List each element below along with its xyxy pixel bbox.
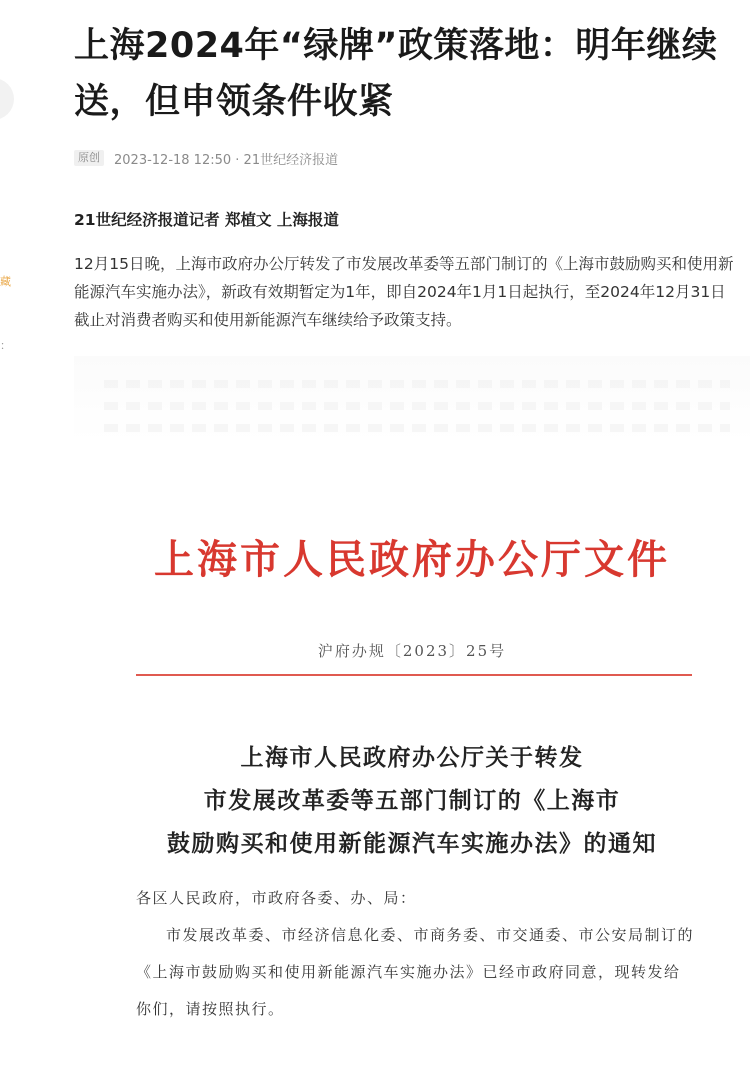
article-paragraph: 12月15日晚，上海市政府办公厅转发了市发展改革委等五部门制订的《上海市鼓励购买和使用新能源汽车实施办法》，新政有效期暂定为1年，即自2024年1月1日起执行，至2024年12月31日截止对消费者购买和使用新能源汽车继续给予政策支持。 xyxy=(74,255,734,329)
article-title: 上海2024年“绿牌”政策落地：明年继续送，但申领条件收紧 xyxy=(74,26,718,122)
document-header: 上海市人民政府办公厅文件 xyxy=(154,536,670,583)
article-byline: 21世纪经济报道记者 郑植文 上海报道 xyxy=(74,211,339,229)
bleed-through-line xyxy=(104,402,730,410)
sidebar-mark: ： xyxy=(0,339,11,352)
sidebar-button[interactable] xyxy=(0,78,14,120)
document-salutation: 各区人民政府，市政府各委、办、局： xyxy=(136,889,417,907)
article xyxy=(74,18,734,334)
original-badge: 原创 xyxy=(74,150,104,166)
bleed-through-line xyxy=(104,380,730,388)
document-body-text: 市发展改革委、市经济信息化委、市商务委、市交通委、市公安局制订的《上海市鼓励购买和使用新能源汽车实施办法》已经市政府同意，现转发给你们，请按照执行。 xyxy=(136,926,695,1018)
document-image xyxy=(74,356,750,1073)
document-red-rule xyxy=(136,674,692,676)
document-body xyxy=(136,880,696,1028)
publish-info: 2023-12-18 12:50 · 21世纪经济报道 xyxy=(114,152,339,168)
article-meta xyxy=(74,148,734,168)
document-title xyxy=(74,736,750,865)
document-title-line: 鼓励购买和使用新能源汽车实施办法》的通知 xyxy=(167,830,657,857)
document-title-line: 市发展改革委等五部门制订的《上海市 xyxy=(203,787,621,814)
bleed-through-line xyxy=(104,424,730,432)
document-title-line: 上海市人民政府办公厅关于转发 xyxy=(240,744,584,771)
document-number: 沪府办规〔2023〕25号 xyxy=(317,642,507,660)
sidebar-collect-label[interactable]: 藏 xyxy=(0,275,11,288)
